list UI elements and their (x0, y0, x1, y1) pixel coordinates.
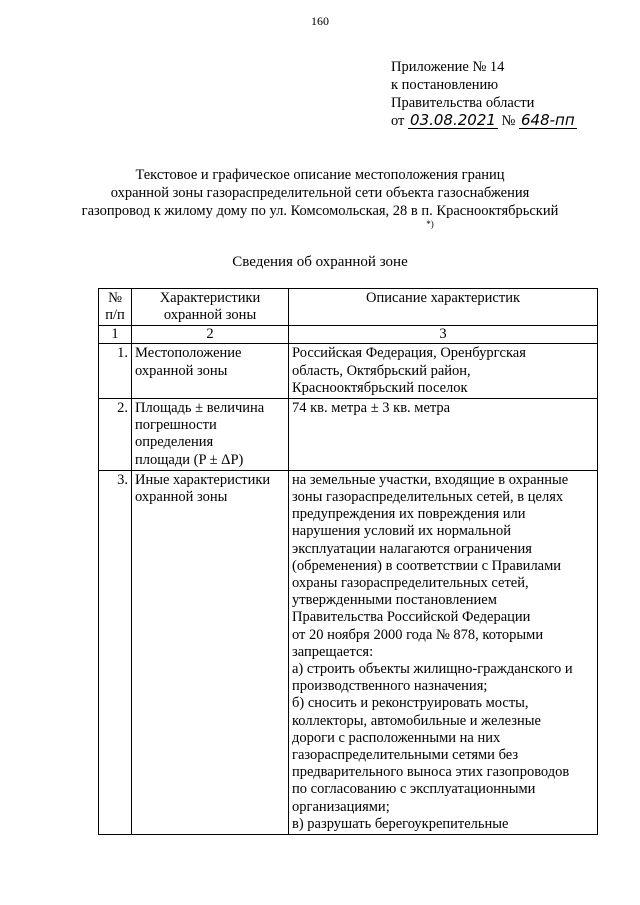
cell-line: Краснооктябрьский поселок (292, 379, 468, 396)
cell-line: определения (135, 434, 214, 451)
cell-line: по согласованию с эксплуатационными (292, 781, 536, 798)
cell-line: нарушения условий их нормальной (292, 523, 512, 540)
row-number: 1. (99, 344, 132, 399)
number-prefix: № (501, 113, 516, 129)
cell-line: площади (P ± ΔP) (135, 451, 244, 468)
cell-line: (обременения) в соответствии с Правилами (292, 557, 562, 574)
column-number-2: 2 (132, 326, 289, 344)
cell-line: Местоположение (135, 345, 242, 362)
cell-line: предварительного выноса этих газопроводов (292, 764, 570, 781)
row-characteristic (132, 399, 289, 471)
row-number: 3. (99, 470, 132, 834)
title-line-3: газопровод к жилому дому по ул. Комсомольская, 28 в п. Краснооктябрьский (81, 203, 559, 219)
row-characteristic (132, 344, 289, 399)
cell-line: организациями; (292, 798, 390, 815)
cell-line: утвержденными постановлением (292, 592, 497, 609)
cell-line: Площадь ± величина (135, 400, 265, 417)
cell-line: погрешности (135, 417, 217, 434)
cell-line: эксплуатации налагаются ограничения (292, 540, 532, 557)
table-row (99, 344, 598, 399)
table-row (99, 470, 598, 834)
cell-line: охранной зоны (135, 489, 228, 506)
date-prefix: от (391, 113, 405, 129)
column-number-row (99, 326, 598, 344)
column-number-3: 3 (289, 326, 598, 344)
header-number: № п/п (99, 289, 132, 326)
appendix-line-1: Приложение № 14 (391, 59, 505, 75)
handwritten-date: 03.08.2021 (410, 111, 496, 129)
column-number-1: 1 (99, 326, 132, 344)
zone-info-table (98, 288, 598, 835)
cell-line: производственного назначения; (292, 678, 488, 695)
cell-line: газораспределительными сетями без (292, 747, 519, 764)
row-description (289, 344, 598, 399)
cell-line: запрещается: (292, 643, 374, 660)
title-line-1: Текстовое и графическое описание местоположения границ (135, 167, 505, 183)
appendix-line-3: Правительства области (391, 95, 535, 111)
row-description (289, 399, 598, 471)
appendix-line-2: к постановлению (391, 77, 499, 93)
table-row (99, 399, 598, 471)
cell-line: предупреждения их повреждения или (292, 506, 526, 523)
cell-line: охраны газораспределительных сетей, (292, 575, 529, 592)
document-title (60, 166, 580, 228)
page-number: 160 (311, 14, 329, 28)
row-description (289, 470, 598, 834)
header-description: Описание характеристик (289, 289, 598, 326)
cell-line: 74 кв. метра ± 3 кв. метра (292, 400, 451, 417)
table-header-row (99, 289, 598, 326)
cell-line: от 20 ноября 2000 года № 878, которыми (292, 626, 544, 643)
section-title: Сведения об охранной зоне (232, 254, 408, 270)
row-number: 2. (99, 399, 132, 471)
cell-line: коллекторы, автомобильные и железные (292, 712, 541, 729)
cell-line: дороги с расположенными на них (292, 729, 501, 746)
cell-line: охранной зоны (135, 362, 228, 379)
header-characteristic: Характеристики охранной зоны (132, 289, 289, 326)
cell-line: а) строить объекты жилищно-гражданского и (292, 661, 573, 678)
cell-line: на земельные участки, входящие в охранные (292, 471, 569, 488)
cell-line: б) сносить и реконструировать мосты, (292, 695, 529, 712)
cell-line: область, Октябрьский район, (292, 362, 471, 379)
handwritten-number: 648-пп (521, 111, 575, 129)
cell-line: Правительства Российской Федерации (292, 609, 531, 626)
row-characteristic (132, 470, 289, 834)
footnote-mark: *) (426, 219, 434, 229)
cell-line: зоны газораспределительных сетей, в целях (292, 489, 564, 506)
title-line-2: охранной зоны газораспределительной сети объекта газоснабжения (110, 185, 530, 201)
cell-line: Иные характеристики (135, 471, 271, 488)
appendix-date-line (391, 112, 577, 130)
cell-line: в) разрушать берегоукрепительные (292, 815, 509, 832)
cell-line: Российская Федерация, Оренбургская (292, 345, 526, 362)
appendix-block (391, 58, 577, 130)
